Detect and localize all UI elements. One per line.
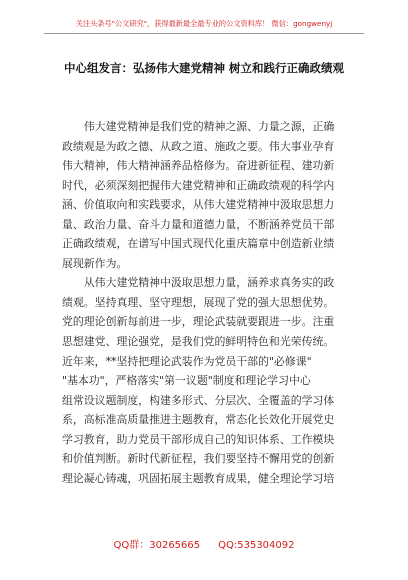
body-line: 伟大精神，伟大精神涵养品格修为。奋进新征程、建功新 <box>62 159 335 173</box>
body-line: 时代，必须深刻把握伟大建党精神和正确政绩观的科学内 <box>62 178 335 192</box>
body-line: 量、政治力量、奋斗力量和道德力量，不断涵养党员干部 <box>62 217 335 231</box>
body-line: 政绩观是为政之德、从政之道、施政之要。伟大事业孕育 <box>62 139 335 153</box>
body-line: 近年来，**坚持把理论武装作为党员干部的"必修课" <box>62 354 312 368</box>
body-line: 理论凝心铸魂，巩固拓展主题教育成果，健全理论学习培 <box>62 471 335 485</box>
body-line: 学习教育，助力党员干部形成自己的知识体系、工作模块 <box>62 432 335 446</box>
body-line: "基本功"，严格落实"第一议题"制度和理论学习中心 <box>62 374 311 388</box>
body-line: 党的理论创新每前进一步，理论武装就要跟进一步。注重 <box>62 315 335 329</box>
body-line: 组常设议题制度，构建多形式、分层次、全覆盖的学习体 <box>62 393 335 407</box>
footer-qq: QQ:535304092 <box>218 540 295 551</box>
header-divider <box>44 33 364 34</box>
body-line: 思想建党、理论强党，是我们党的鲜明特色和光荣传统。 <box>62 335 335 349</box>
body-line: 伟大建党精神是我们党的精神之源、力量之源，正确 <box>62 120 335 133</box>
body-line: 从伟大建党精神中汲取思想力量，涵养求真务实的政 <box>62 276 335 290</box>
document-body <box>62 117 352 488</box>
body-line: 绩观。坚持真理、坚守理想，展现了党的强大思想优势。 <box>62 295 335 309</box>
footer-contact <box>0 540 408 552</box>
body-line: 展现新作为。 <box>62 256 128 270</box>
body-line: 和价值判断。新时代新征程，我们要坚持不懈用党的创新 <box>62 452 335 466</box>
header-banner: 关注头条号"公文研究"，获得最新最全最专业的公文资料库！ 微信：gongwenyj <box>75 19 333 28</box>
document-title: 中心组发言：弘扬伟大建党精神 树立和践行正确政绩观 <box>63 61 344 75</box>
body-line: 涵、价值取向和实践要求，从伟大建党精神中汲取思想力 <box>62 198 335 212</box>
body-line: 正确政绩观，在谱写中国式现代化重庆篇章中创造新业绩 <box>62 237 335 251</box>
body-line: 系，高标准高质量推进主题教育，常态化长效化开展党史 <box>62 413 335 427</box>
footer-qq-group: QQ群：30265665 <box>113 540 201 551</box>
